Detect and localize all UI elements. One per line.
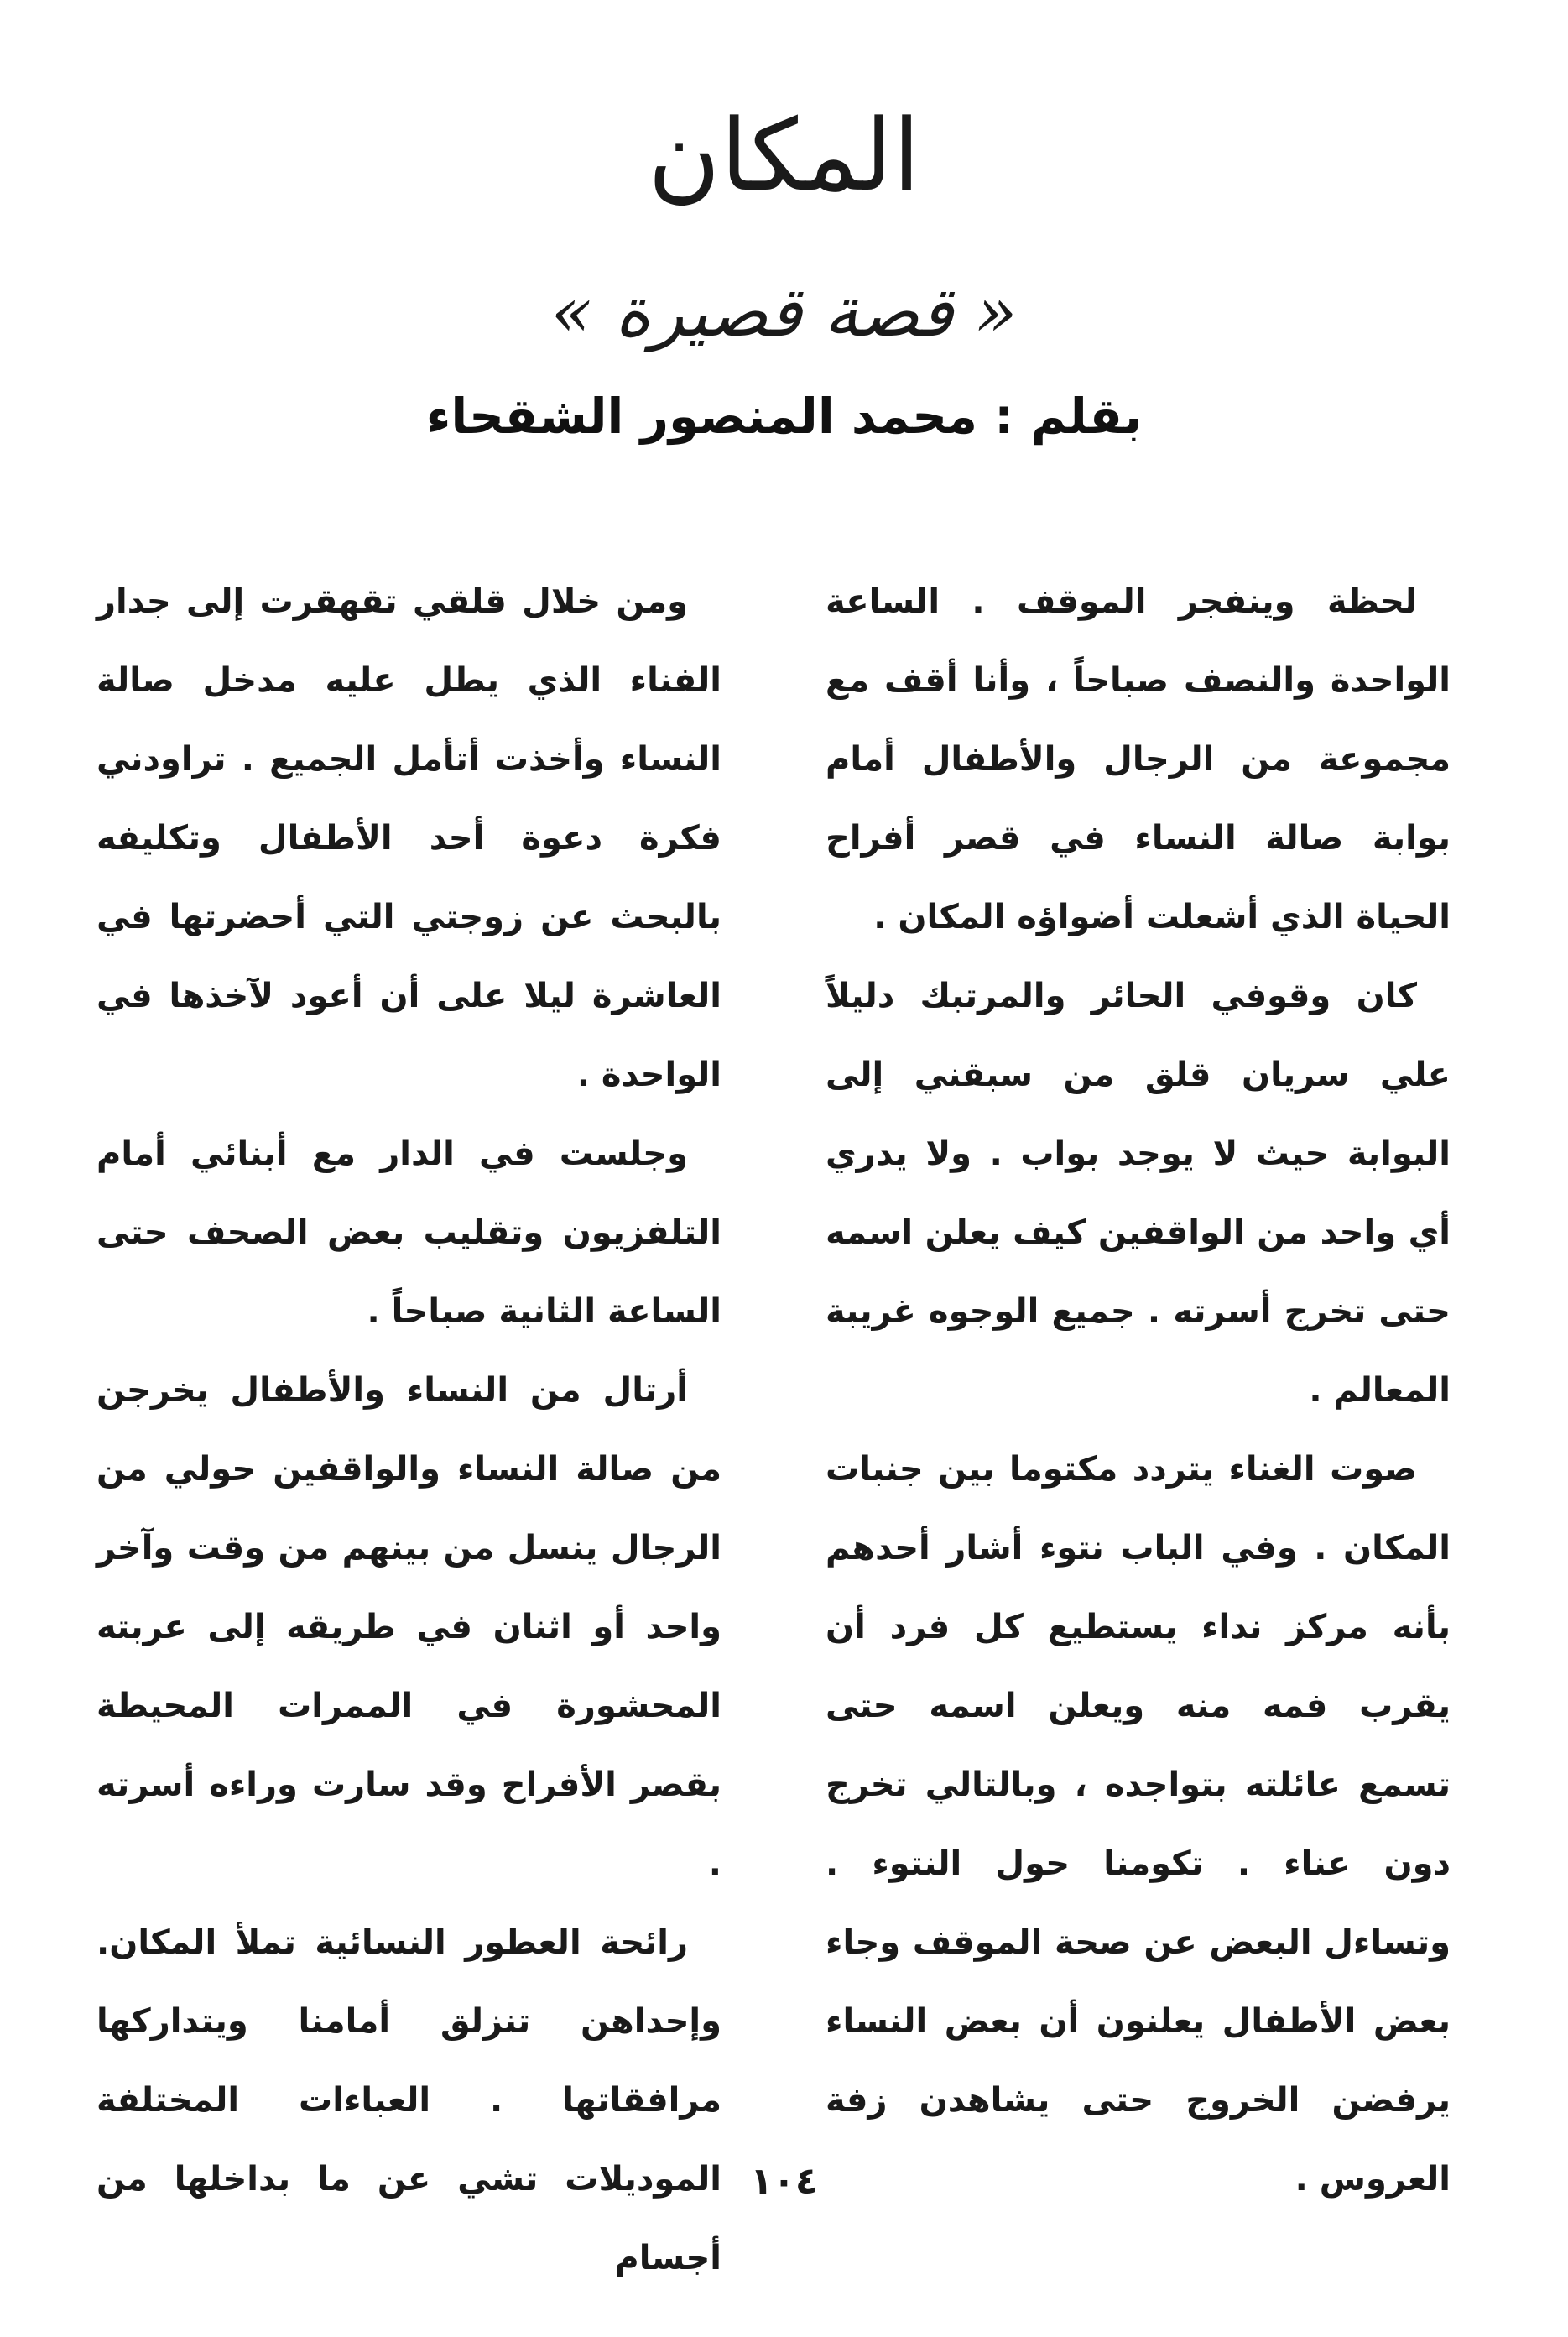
paragraph: رائحة العطور النسائية تملأ المكان. وإحداهن تنزلق أمامنا ويتداركها مرافقاتها . العباءات المختلفة الموديلات تشي عن ما بداخلها من أجسام xyxy=(96,1923,721,2277)
paragraph: لحظة وينفجر الموقف . الساعة الواحدة والنصف صباحاً ، وأنا أقف مع مجموعة من الرجال والأطفال أمام بوابة صالة النساء في قصر أفراح الحياة الذي أشعلت أضواؤه المكان . xyxy=(826,582,1451,936)
page-number: ١٠٤ xyxy=(750,2160,818,2203)
paragraph: وجلست في الدار مع أبنائي أمام التلفزيون وتقليب بعض الصحف حتى الساعة الثانية صباحاً . xyxy=(96,1135,721,1331)
paragraph: ومن خلال قلقي تقهقرت إلى جدار الفناء الذي يطل عليه مدخل صالة النساء وأخذت أتأمل الجميع . تراودني فكرة دعوة أحد الأطفال وتكليفه بالبحث عن زوجتي التي أحضرتها في العاشرة ليلا على أن أعود لآخذها في الواحدة . xyxy=(96,582,721,1094)
author-byline: بقلم : محمد المنصور الشقحاء xyxy=(425,388,1143,445)
right-text-column xyxy=(826,562,1451,2219)
paragraph: أرتال من النساء والأطفال يخرجن من صالة النساء والواقفين حولي من الرجال ينسل من بينهم من وقت وآخر واحد أو اثنان في طريقه إلى عربته المحشورة في الممرات المحيطة بقصر الأفراح وقد سارت وراءه أسرته . xyxy=(96,1371,721,1883)
story-title: المكان xyxy=(648,97,920,213)
left-text-column xyxy=(96,562,721,2298)
story-subtitle: « قصة قصيرة » xyxy=(550,273,1018,352)
paragraph: صوت الغناء يتردد مكتوما بين جنبات المكان . وفي الباب نتوء أشار أحدهم بأنه مركز نداء يستطيع كل فرد أن يقرب فمه منه ويعلن اسمه حتى تسمع عائلته بتواجده ، وبالتالي تخرج دون عناء . تكومنا حول النتوء . وتساءل البعض عن صحة الموقف وجاء بعض الأطفال يعلنون أن بعض النساء يرفضن الخروج حتى يشاهدن زفة العروس . xyxy=(826,1450,1451,2199)
paragraph: كان وقوفي الحائر والمرتبك دليلاً علي سريان قلق من سبقني إلى البوابة حيث لا يوجد بواب . ولا يدري أي واحد من الواقفين كيف يعلن اسمه حتى تخرج أسرته . جميع الوجوه غريبة المعالم . xyxy=(826,977,1451,1410)
